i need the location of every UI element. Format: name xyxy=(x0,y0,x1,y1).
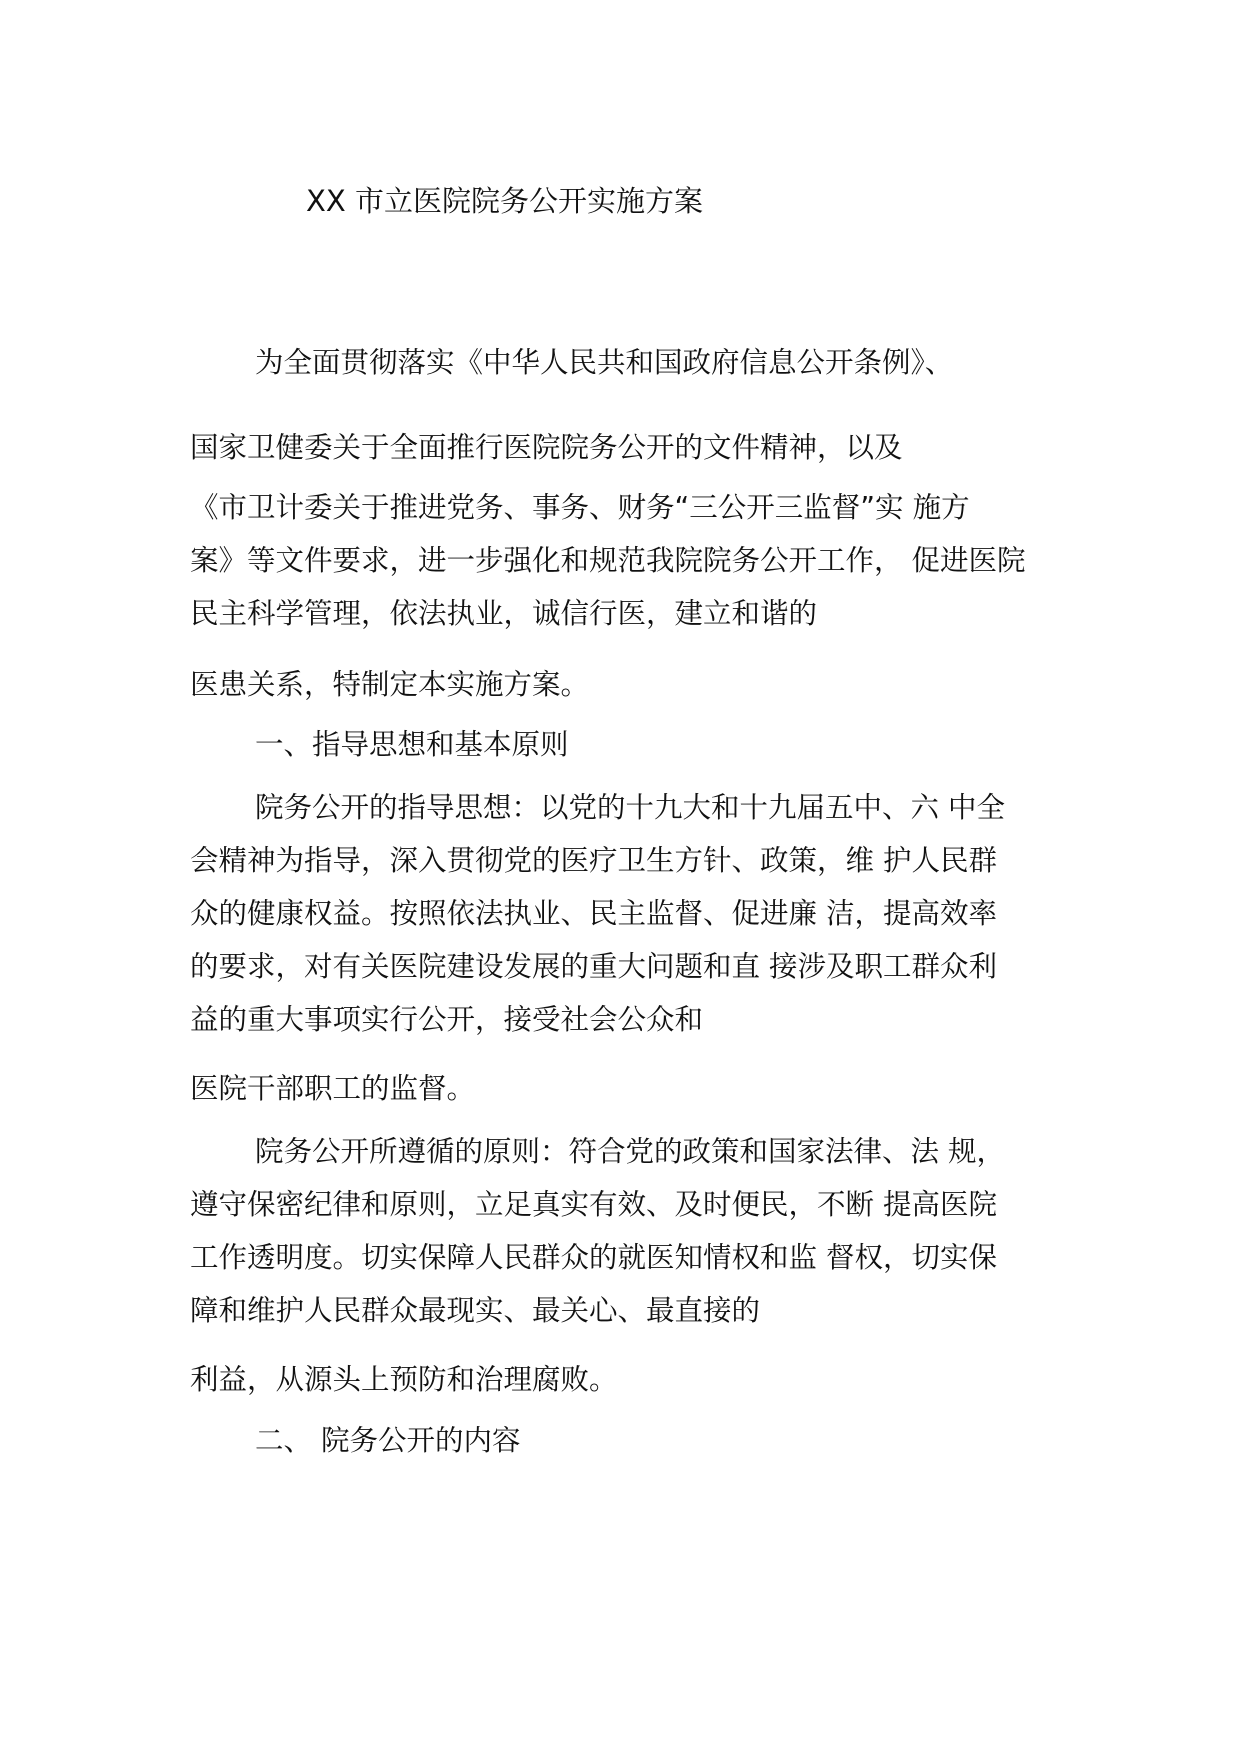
paragraph-line: 医院干部职工的监督。 xyxy=(190,1072,476,1105)
document-title: XX 市立医院院务公开实施方案 xyxy=(306,184,703,218)
paragraph-line: 工作透明度。切实保障人民群众的就医知情权和监 督权，切实保 xyxy=(190,1241,998,1274)
paragraph-line: 会精神为指导，深入贯彻党的医疗卫生方针、政策，维 护人民群 xyxy=(190,844,998,877)
paragraph-line: 众的健康权益。按照依法执业、民主监督、促进廉 洁，提高效率 xyxy=(190,897,998,930)
section-heading-1: 一、指导思想和基本原则 xyxy=(255,728,569,761)
paragraph-line: 遵守保密纪律和原则，立足真实有效、及时便民，不断 提高医院 xyxy=(190,1188,998,1221)
paragraph-line: 案》等文件要求，进一步强化和规范我院院务公开工作， 促进医院 xyxy=(190,544,1026,577)
paragraph-line: 医患关系，特制定本实施方案。 xyxy=(190,668,590,701)
paragraph-line: 国家卫健委关于全面推行医院院务公开的文件精神，以及 xyxy=(190,431,903,464)
paragraph-line: 益的重大事项实行公开，接受社会公众和 xyxy=(190,1003,704,1036)
paragraph-line: 民主科学管理，依法执业，诚信行医，建立和谐的 xyxy=(190,597,818,630)
paragraph-line: 《市卫计委关于推进党务、事务、财务“三公开三监督”实 施方 xyxy=(190,491,970,524)
paragraph-line: 院务公开的指导思想：以党的十九大和十九届五中、六 中全 xyxy=(255,791,1006,824)
paragraph-line: 的要求，对有关医院建设发展的重大问题和直 接涉及职工群众利 xyxy=(190,950,998,983)
paragraph-line: 障和维护人民群众最现实、最关心、最直接的 xyxy=(190,1294,761,1327)
section-heading-2: 二、 院务公开的内容 xyxy=(255,1424,521,1457)
paragraph-line: 为全面贯彻落实《中华人民共和国政府信息公开条例》、 xyxy=(255,346,954,379)
paragraph-line: 利益，从源头上预防和治理腐败。 xyxy=(190,1363,618,1396)
paragraph-line: 院务公开所遵循的原则：符合党的政策和国家法律、法 规， xyxy=(255,1135,1006,1168)
